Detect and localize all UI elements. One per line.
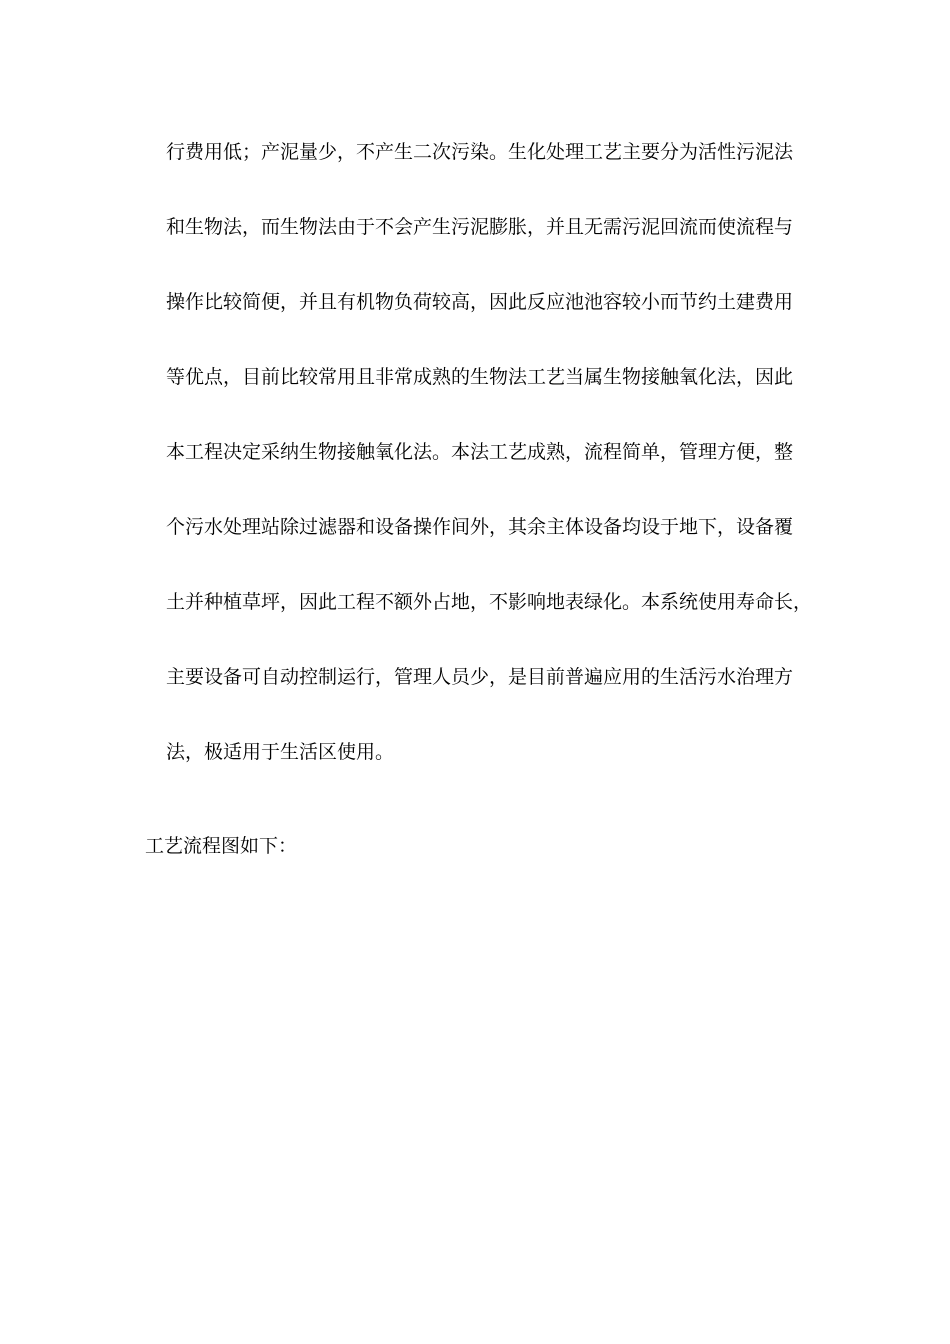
paragraph-line: 等优点，目前比较常用且非常成熟的生物法工艺当属生物接触氧化法，因此: [166, 366, 794, 388]
paragraph-line: 土并种植草坪，因此工程不额外占地，不影响地表绿化。本系统使用寿命长，: [166, 591, 813, 613]
paragraph-line: 操作比较简便，并且有机物负荷较高，因此反应池池容较小而节约土建费用: [166, 291, 794, 313]
paragraph-line: 行费用低；产泥量少，不产生二次污染。生化处理工艺主要分为活性污泥法: [166, 141, 794, 163]
body-paragraph: [166, 130, 826, 805]
paragraph-line: 和生物法，而生物法由于不会产生污泥膨胀，并且无需污泥回流而使流程与: [166, 216, 794, 238]
paragraph-line: 本工程决定采纳生物接触氧化法。本法工艺成熟，流程简单，管理方便，整: [166, 441, 794, 463]
paragraph-line: 个污水处理站除过滤器和设备操作间外，其余主体设备均设于地下，设备覆: [166, 516, 794, 538]
flowchart-caption: 工艺流程图如下：: [145, 835, 298, 857]
paragraph-line: 法，极适用于生活区使用。: [166, 741, 395, 763]
paragraph-line: 主要设备可自动控制运行，管理人员少，是目前普遍应用的生活污水治理方: [166, 666, 794, 688]
